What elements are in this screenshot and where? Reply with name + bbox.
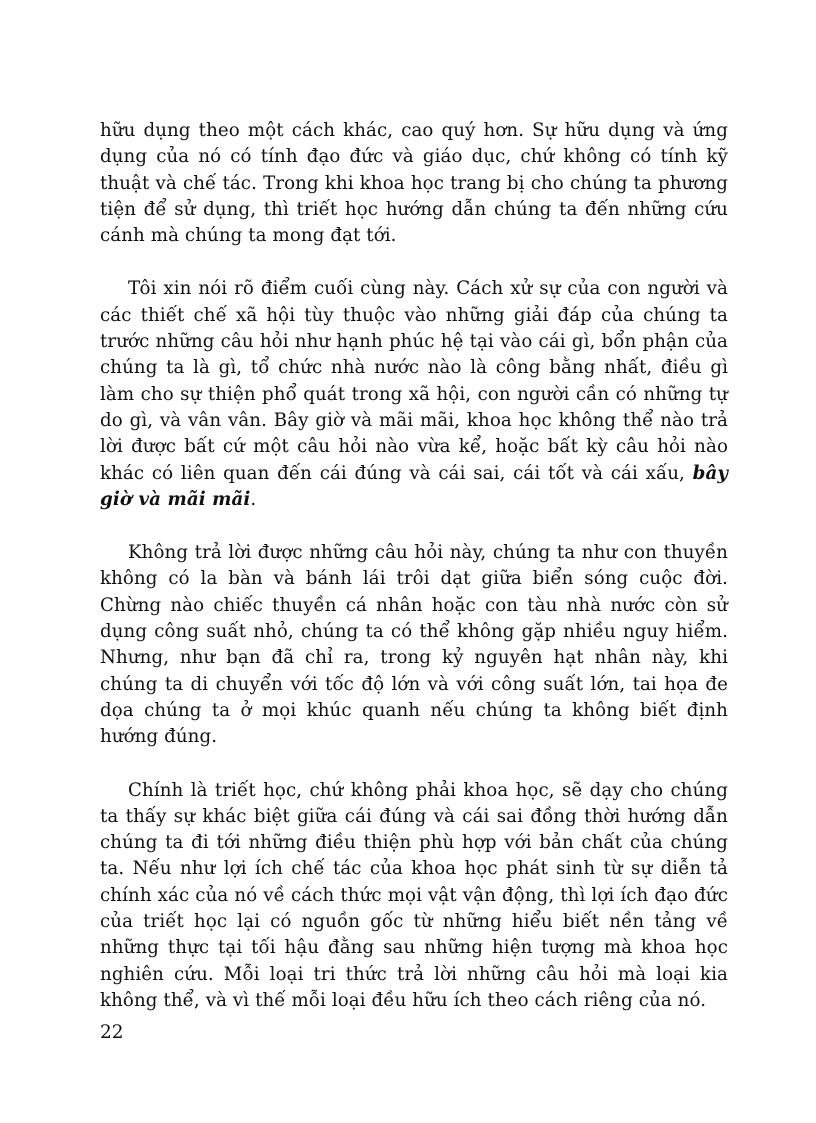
paragraph-philosophy-teaches <box>100 778 728 1015</box>
paragraph-text: Không trả lời được những câu hỏi này, chúng ta như con thuyền không có la bàn và bánh lái trôi dạt giữa biển sóng cuộc đời. Chừng nào chiếc thuyền cá nhân hoặc con tàu nhà nước còn sử dụng công suất nhỏ, chúng ta có thể không gặp nhiều nguy hiểm. Nhưng, như bạn đã chỉ ra, trong kỷ nguyên hạt nhân này, khi chúng ta di chuyển với tốc độ lớn và với công suất lớn, tai họa đe dọa chúng ta ở mọi khúc quanh nếu chúng ta không biết định hướng đúng. <box>100 542 728 748</box>
paragraph-text: hữu dụng theo một cách khác, cao quý hơn. Sự hữu dụng và ứng dụng của nó có tính đạo đức và giáo dục, chứ không có tính kỹ thuật và chế tác. Trong khi khoa học trang bị cho chúng ta phương tiện để sử dụng, thì triết học hướng dẫn chúng ta đến những cứu cánh mà chúng ta mong đạt tới. <box>100 120 728 247</box>
page-number: 22 <box>100 1022 124 1043</box>
paragraph-boat-without-compass <box>100 540 728 750</box>
paragraph-science-cannot-answer <box>100 276 728 513</box>
page-body <box>100 118 728 1014</box>
paragraph-end: . <box>250 488 257 510</box>
emphasis-now-and-forever: bây giờ và mãi mãi <box>100 462 728 510</box>
paragraph-text: Tôi xin nói rõ điểm cuối cùng này. Cách xử sự của con người và các thiết chế xã hội tùy thuộc vào những giải đáp của chúng ta trước những câu hỏi như hạnh phúc hệ tại vào cái gì, bổn phận của chúng ta là gì, tổ chức nhà nước nào là công bằng nhất, điều gì làm cho sự thiện phổ quát trong xã hội, con người cần có những tự do gì, và vân vân. Bây giờ và mãi mãi, khoa học không thể nào trả lời được bất cứ một câu hỏi nào vừa kể, hoặc bất kỳ câu hỏi nào khác có liên quan đến cái đúng và cái sai, cái tốt và cái xấu, <box>100 278 728 484</box>
paragraph-continuation <box>100 118 728 249</box>
paragraph-text: Chính là triết học, chứ không phải khoa học, sẽ dạy cho chúng ta thấy sự khác biệt giữa cái đúng và cái sai đồng thời hướng dẫn chúng ta đi tới những điều thiện phù hợp với bản chất của chúng ta. Nếu như lợi ích chế tác của khoa học phát sinh từ sự diễn tả chính xác của nó về cách thức mọi vật vận động, thì lợi ích đạo đức của triết học lại có nguồn gốc từ những hiểu biết nền tảng về những thực tại tối hậu đằng sau những hiện tượng mà khoa học nghiên cứu. Mỗi loại tri thức trả lời những câu hỏi mà loại kia không thể, và vì thế mỗi loại đều hữu ích theo cách riêng của nó. <box>100 779 728 1011</box>
